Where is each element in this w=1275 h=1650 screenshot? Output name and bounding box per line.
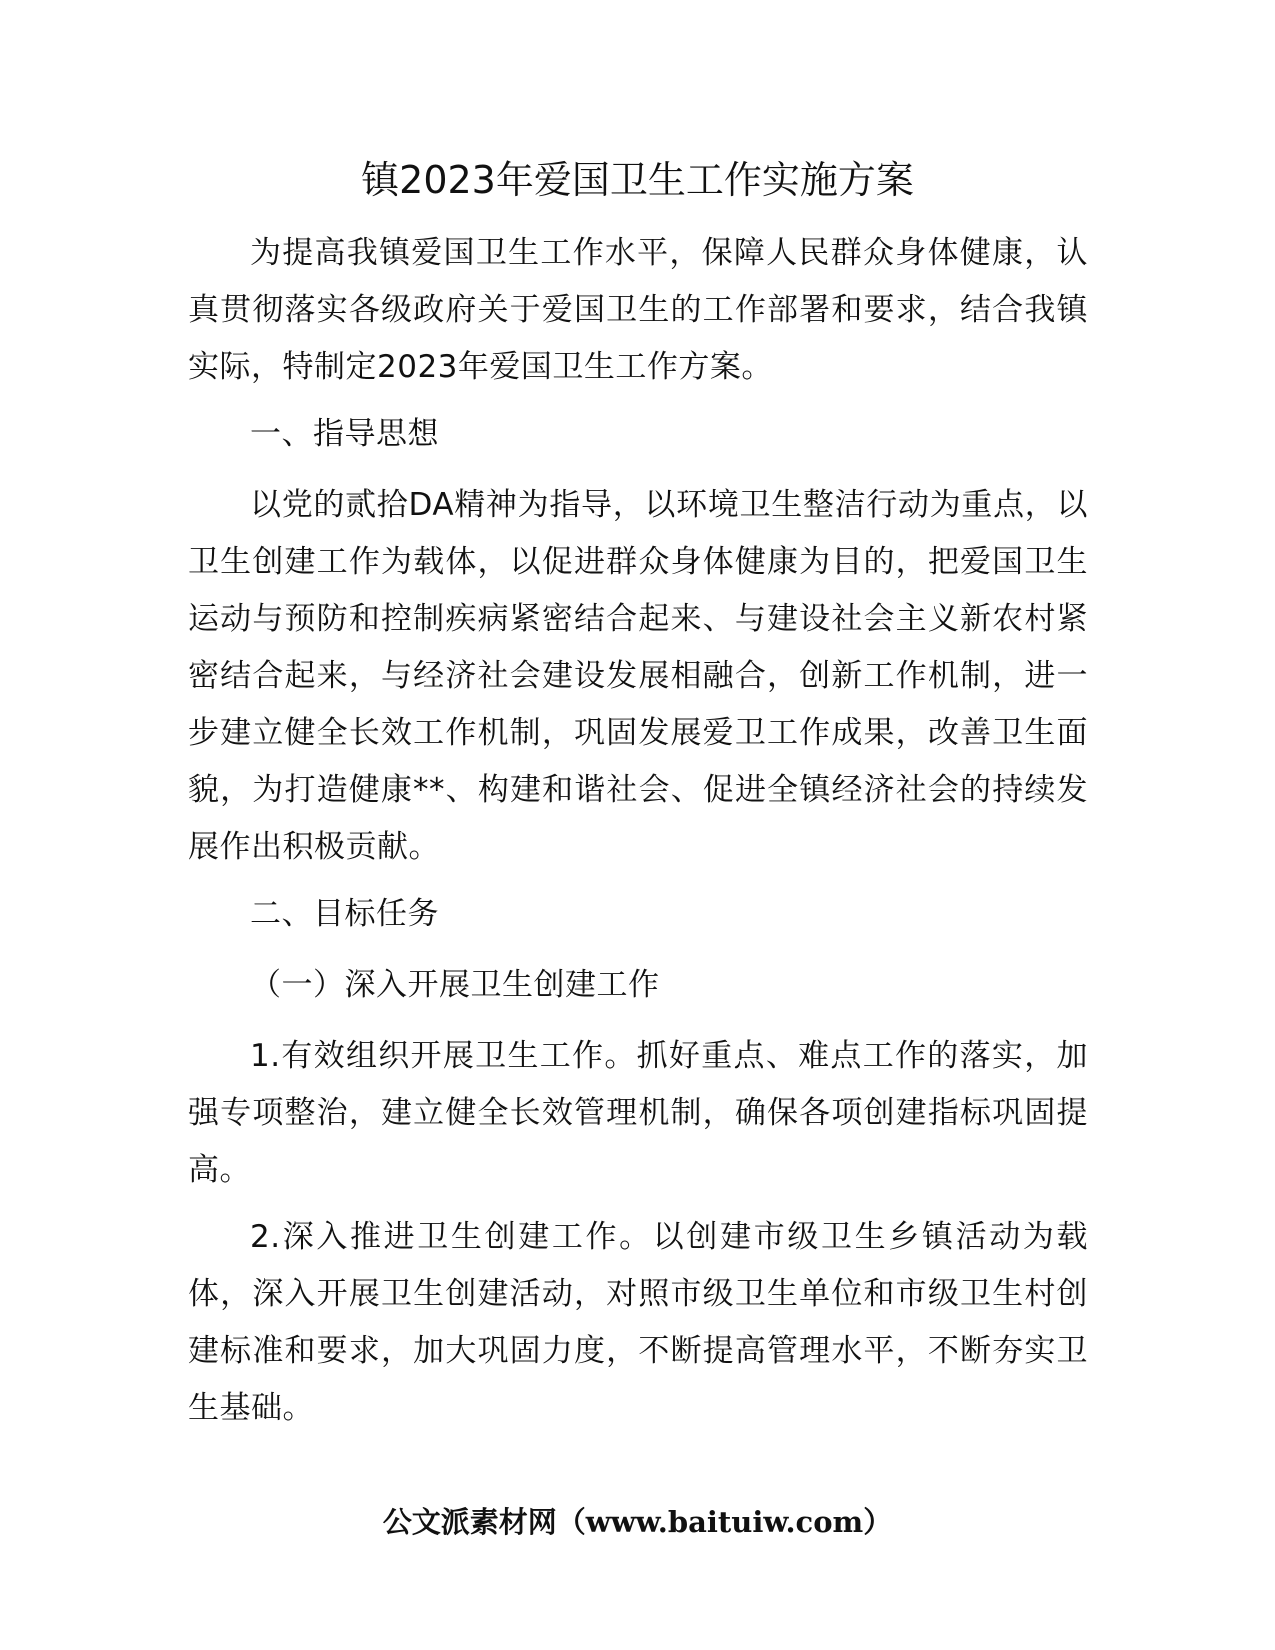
subsection-heading-health-creation: （一）深入开展卫生创建工作: [250, 967, 660, 1003]
footer-watermark: 公文派素材网（www.baituiw.com）: [382, 1505, 893, 1539]
section-heading-guiding-ideology: 一、指导思想: [250, 416, 439, 452]
document-body: [188, 225, 1088, 1447]
item-2-paragraph: 2.深入推进卫生创建工作。以创建市级卫生乡镇活动为载体，深入开展卫生创建活动，对照市级卫生单位和市级卫生村创建标准和要求，加大巩固力度，不断提高管理水平，不断夯实卫生基础。: [188, 1219, 1088, 1426]
section-heading-goals-tasks: 二、目标任务: [250, 896, 439, 932]
guiding-ideology-paragraph: 以党的贰拾DA精神为指导，以环境卫生整洁行动为重点，以卫生创建工作为载体，以促进群众身体健康为目的，把爱国卫生运动与预防和控制疾病紧密结合起来、与建设社会主义新农村紧密结合起来，与经济社会建设发展相融合，创新工作机制，进一步建立健全长效工作机制，巩固发展爱卫工作成果，改善卫生面貌，为打造健康**、构建和谐社会、促进全镇经济社会的持续发展作出积极贡献。: [188, 487, 1088, 865]
document-title: 镇2023年爱国卫生工作实施方案: [361, 158, 914, 202]
intro-paragraph: 为提高我镇爱国卫生工作水平，保障人民群众身体健康，认真贯彻落实各级政府关于爱国卫生的工作部署和要求，结合我镇实际，特制定2023年爱国卫生工作方案。: [188, 235, 1088, 385]
item-1-paragraph: 1.有效组织开展卫生工作。抓好重点、难点工作的落实，加强专项整治，建立健全长效管理机制，确保各项创建指标巩固提高。: [188, 1038, 1088, 1188]
